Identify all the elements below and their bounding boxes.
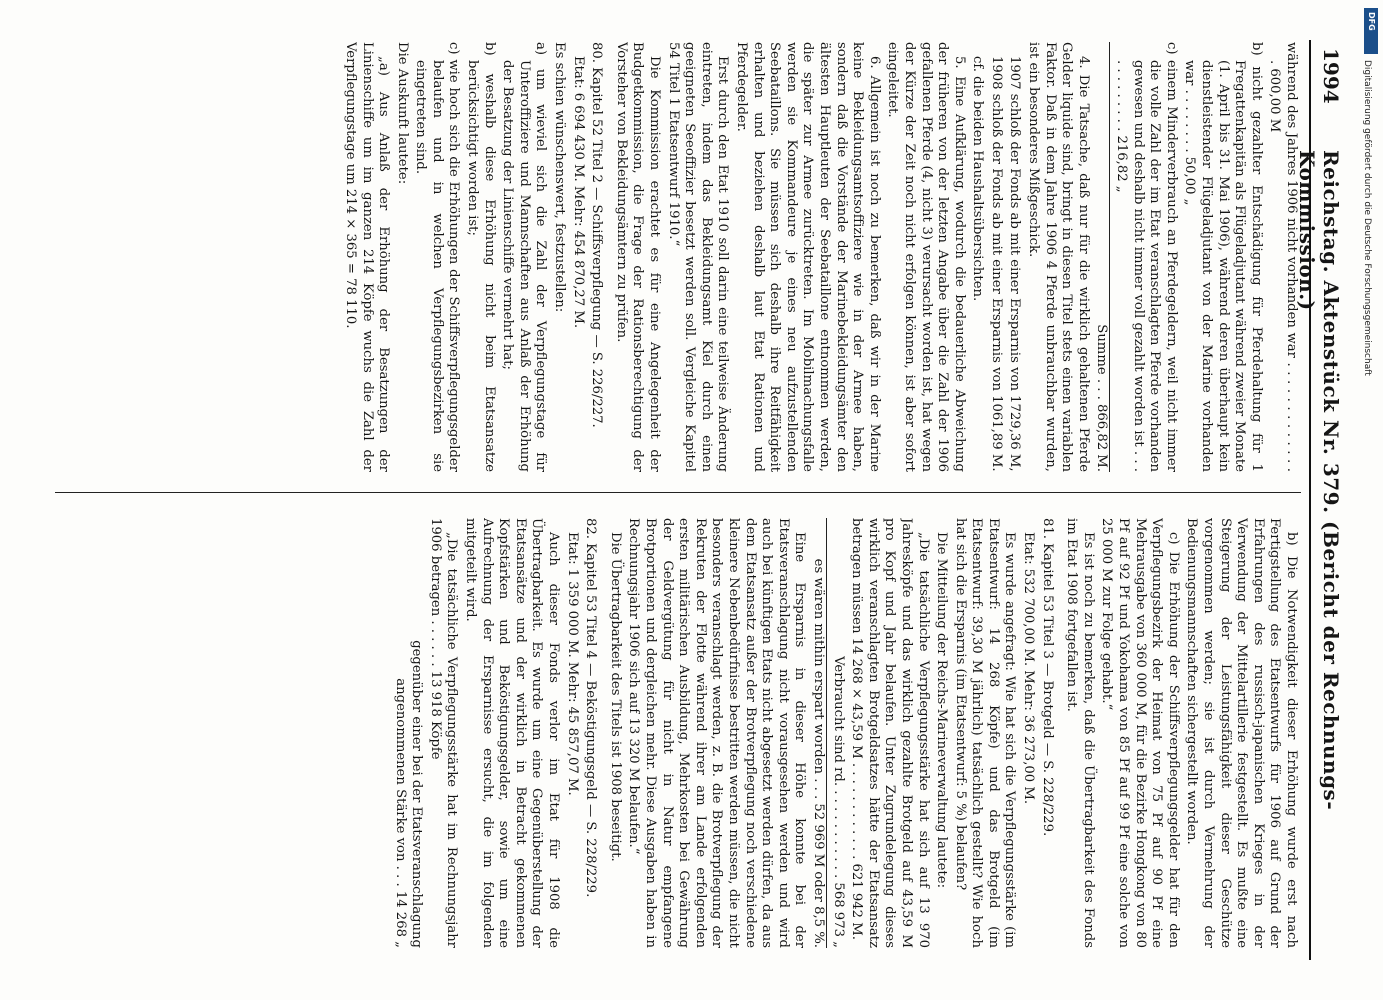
paragraph: c) einem Minderverbrauch an Pferdegeldern, weil nicht immer die volle Zahl der im Etat veranschlagten Pferde vorhanden gewesen und deshalb nicht immer voll gezahlt worden ist . . . . . . . . . . . . 216,82 „	[1114, 42, 1179, 472]
paragraph: b) Die Notwendigkeit dieser Erhöhung wurde erst nach Fertigstellung des Etatsentwurfs für 1906 auf Grund der Erfahrungen des russisch-japanischen Krieges in der Verwendung der Mittelartillerie festgestellt. Es mußte eine Steigerung der Leistungsfähigkeit dieser Geschütze vorgenommen werden; sie ist durch Vermehrung der Bedienungsmannschaften sichergestellt worden.	[1184, 518, 1299, 948]
digitization-note-text: Digitalisierung gefördert durch die Deutsche Forschungsgemeinschaft	[1362, 60, 1372, 376]
paragraph: 5. Eine Aufklärung, wodurch die bedauerliche Abweichung der früheren von der letzten Angabe über die Zahl der 1906 gefallenen Pferde (4, nicht 3) verursacht worden ist, hat wegen der Kürze der Zeit noch nicht erfolgen können, ist aber sofort eingeleitet.	[885, 42, 967, 472]
paragraph: 4. Die Tatsache, daß nur für die wirklich gehaltenen Pferde Gelder liquide sind, bringt in diesen Titel stets einen variablen Faktor. Daß in dem Jahre 1906 4 Pferde unbrauchbar wurden, ist ein besonderes Mißgeschick.	[1026, 42, 1091, 472]
amount-line: Verbraucht sind rd. . . . . . . . . . . . 568 973 „	[830, 656, 846, 948]
paragraph: Die Übertragbarkeit des Titels ist 1908 beseitigt.	[607, 532, 623, 862]
section-heading: 81. Kapitel 53 Titel 3 — Brotgeld — S. 228/229.	[1039, 518, 1055, 837]
paragraph: „a) Aus Anlaß der Erhöhung der Besatzungen der Linienschiffe um im ganzen 214 Köpfe wuchs die Zahl der Verpflegungstage um 214 × 365 = 78 110.	[342, 42, 392, 472]
sum-line: es wären mithin erspart worden . . . 52 969 M oder 8,5 %.	[809, 518, 827, 948]
paragraph: „Die tatsächliche Verpflegungsstärke hat im Rechnungsjahr 1906 betragen . . . . . . 13 918 Köpfe	[427, 518, 460, 948]
paragraph: c) Die Erhöhung der Schiffsverpflegungsgelder hat für den Verpflegungsbezirk der Heimat von 75 Pf auf 90 Pf eine Mehrausgabe von 360 000 M, für die Bezirke Hongkong von 80 Pf auf 92 Pf und Yokohama von 85 Pf auf 99 Pf eine solche von 25 000 M zur Folge gehabt.“	[1099, 518, 1181, 948]
paragraph: Die Kommission erachtet es für eine Angelegenheit der Budgetkommission, die Frage der Rationsberechtigung der Vorsteher von Bekleidungsämtern zu prüfen.	[613, 42, 663, 472]
paragraph: Eine Ersparnis in dieser Höhe konnte bei der Etatsveranschlagung nicht vorausgesehen werden und wird auch bei künftigen Etats nicht abgesetzt werden dürfen, da aus dem Etatsansatz außer der Brotverpflegung noch verschiedene kleinere Nebenbedürfnisse bestritten werden müssen, die nicht besonders veranschlagt werden, z. B. die Brotverpflegung der Rekruten der Flotte während ihrer am Lande erfolgenden ersten militärischen Ausbildung, Mehrkosten bei Gewährung der Geldvergütung für nicht in Natur empfangene Brotportionen und dergleichen mehr. Diese Ausgaben haben in Rechnungsjahr 1906 sich auf 13 320 M belaufen.“	[626, 518, 808, 948]
right-column	[59, 518, 1299, 948]
dfg-logo	[1364, 8, 1378, 54]
paragraph: 6. Allgemein ist noch zu bemerken, daß wir in der Marine keine Bekleidungsamtsoffiziere wie in der Armee haben, sondern daß die Vorstände der Marinebekleidungsämter den ältesten Hauptleuten der Seebataillone entnommen werden, die später zur Armee zurücktreten. Im Mobilmachungsfalle werden sie Kommandeure je eines neu aufzustellenden Seebataillons. Sie müssen sich deshalb ihre Reitfähigkeit erhalten und beziehen deshalb laut Etat Rationen und Pferdegelder.	[734, 42, 882, 472]
list-item: b) weshalb diese Erhöhung nicht beim Etatsansatze berücksichtigt worden ist;	[465, 42, 497, 472]
paragraph: Erst durch den Etat 1910 soll darin eine teilweise Änderung eintreten, indem das Bekleidungsamt Kiel durch einen geeigneten Seeoffizier besetzt werden soll. Vergleiche Kapitel 54 Titel 1 Etatsentwurf 1910.“	[665, 42, 731, 472]
amount-line: gegenüber einer bei der Etatsveranschlagung angenommenen Stärke von . . . 14 268 „	[392, 640, 425, 948]
section-heading: 80. Kapitel 52 Titel 2 — Schiffsverpflegung — S. 226/227.	[589, 42, 605, 428]
left-column	[59, 42, 1299, 472]
paragraph: 1908 schloß der Fonds ab mit einer Ersparnis von 1061,89 M.	[988, 56, 1004, 472]
header-rule	[1309, 40, 1311, 960]
paragraph: Es ist noch zu bemerken, daß die Übertragbarkeit des Fonds im Etat 1908 fortgefallen ist.	[1064, 518, 1096, 948]
list-item: c) wie hoch sich die Erhöhungen der Schiffsverpflegungsgelder belaufen und in welchen Verpflegungsbezirken sie eingetreten sind.	[413, 42, 462, 472]
paragraph: Etat: 6 694 430 M. Mehr: 454 870,27 M.	[570, 56, 586, 329]
sum-line: Summe . . . 866,82 M.	[1093, 42, 1111, 472]
paragraph: Die Auskunft lautete:	[394, 42, 410, 185]
paragraph: 1907 schloß der Fonds ab mit einer Ersparnis von 1729,36 M,	[1007, 56, 1023, 472]
paragraph: „Die tatsächliche Verpflegungsstärke hat sich auf 13 970 Jahresköpfe und das wirklich gezahlte Brotgeld auf 43,59 M pro Kopf und Jahr belaufen. Unter Zugrundelegung dieses wirklich veranschlagten Brotgeldsatzes hätte der Etatsansatz betragen müssen 14 268 × 43,59 M . . . . . . . . . . . . 621 942 M.	[849, 518, 931, 948]
column-separator	[55, 492, 1301, 493]
dfg-logo-text: DFG	[1367, 12, 1376, 31]
paragraph: Es schien wünschenswert, festzustellen:	[552, 42, 568, 313]
paragraph: Etat: 532 700,00 M. Mehr: 36 273,00 M.	[1021, 532, 1037, 805]
digitization-note	[1352, 60, 1378, 960]
paragraph: Es wurde angefragt: Wie hat sich die Verpflegungsstärke (im Etatsentwurf: 14 268 Köpfe) und das Brotgeld (im Etatsentwurf: 39,30 M jährlich) tatsächlich gestellt? Wie hoch hat sich die Ersparnis (im Etatsentwurf: 5 %) belaufen?	[952, 518, 1018, 948]
paragraph: Auch dieser Fonds verlor im Etat für 1908 die Übertragbarkeit. Es wurde um eine Gegenüberstellung der Etatsansätze und der wirklich in Betracht gekommenen Kopfstärken und Beköstigungsgelder, sowie um eine Aufrechnung der Ersparnisse ersucht, die im folgenden mitgeteilt wird.	[463, 518, 562, 948]
list-item: a) um wieviel sich die Zahl der Verpflegungstage für Unteroffiziere und Mannschaften aus Anlaß der Erhöhung der Besatzung der Linienschiffe vermehrt hat;	[500, 42, 549, 472]
rotated-page-content	[45, 30, 1345, 970]
page-number: 1994	[1319, 48, 1343, 104]
section-heading: 82. Kapitel 53 Titel 4 — Beköstigungsgeld — S. 228/229.	[583, 518, 599, 898]
paragraph: während des Jahres 1906 nicht vorhanden war . . . . . . . . . . . . . . 600,00 M	[1267, 42, 1299, 472]
paragraph: Etat: 1 359 000 M. Mehr: 45 857,07 M.	[564, 532, 580, 796]
page-title: Reichstag. Aktenstück Nr. 379. (Bericht der Rechnungs-Kommission.)	[1295, 150, 1343, 811]
paragraph: Die Mitteilung der Reichs-Marineverwaltung lautete:	[934, 532, 950, 889]
paragraph: cf. die beiden Haushaltsübersichten.	[970, 56, 986, 302]
paragraph: b) nicht gezahlter Entschädigung für Pferdehaltung für 1 Fregattenkapitän als Flügeladjutant während zweier Monate (1. April bis 31. Mai 1906), während deren überhaupt kein dienstleistender Flügeladjutant von der Marine vorhanden war . . . . . . . . 50,00 „	[1182, 42, 1264, 472]
